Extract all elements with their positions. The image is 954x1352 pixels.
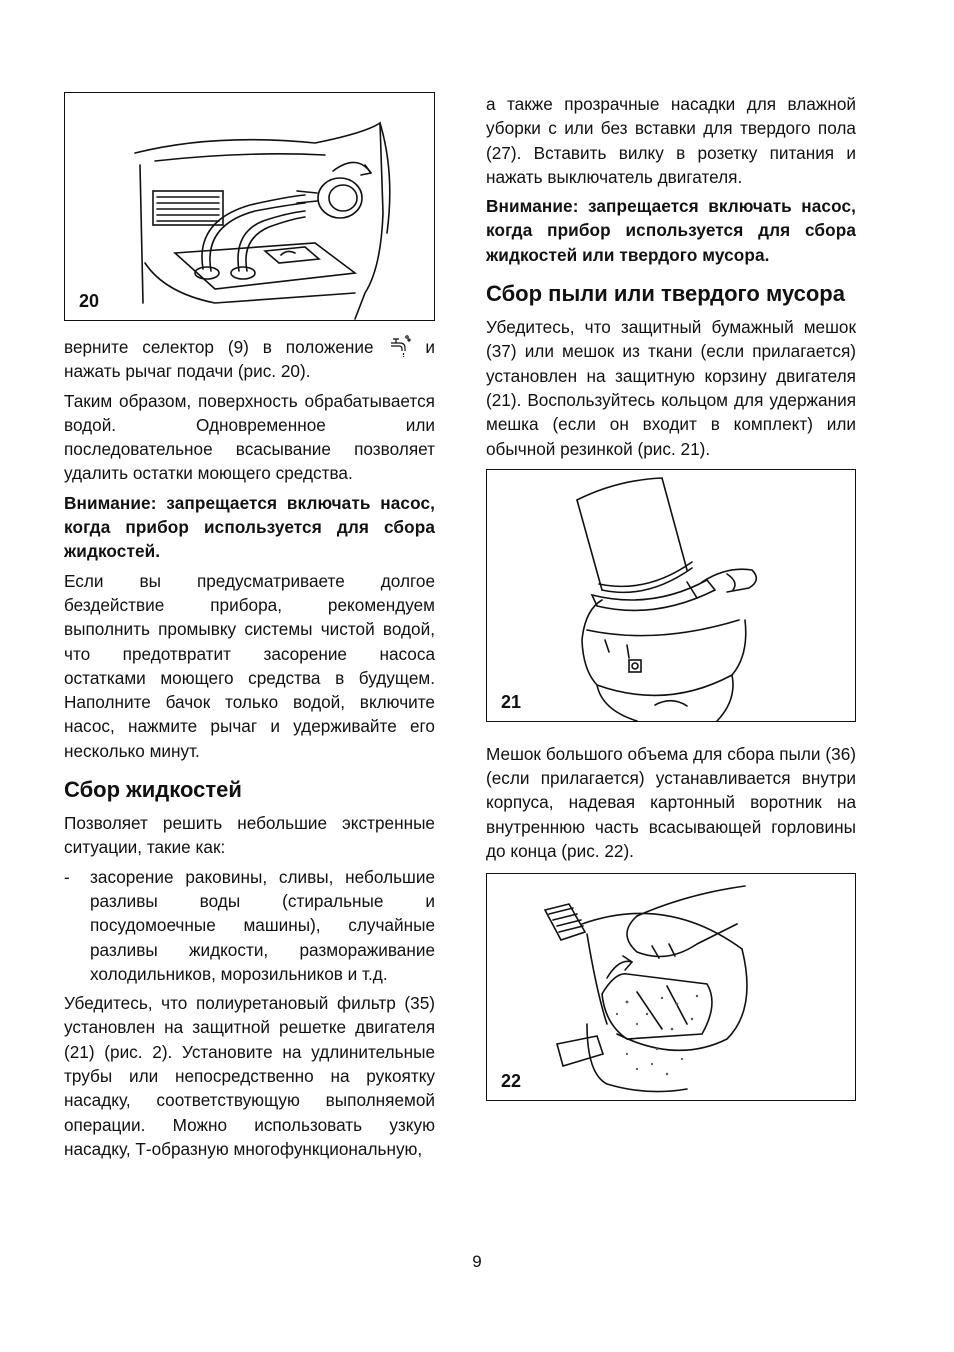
large-bag-insertion-illustration — [487, 874, 855, 1100]
paragraph: Если вы предусматриваете долгое бездействие прибора, рекомендуем выполнить промывку системы чистой водой, что предотвратит засорение насоса остатками моющего средства в будущем. Наполните бачок только водой, включите насос, нажмите рычаг и удерживайте его несколько минут. — [64, 570, 435, 761]
paragraph: Убедитесь, что полиуретановый фильтр (35) установлен на защитной решетке двигателя (21) (рис. 2). Установите на удлинительные трубы или непосредственно на рукоятку насадку, соответствующую выполняемой операции. Можно использовать узкую насадку, Т-образную многофункциональную, — [64, 993, 435, 1159]
right-column — [486, 92, 856, 1101]
figure-22 — [486, 873, 856, 1101]
figure-21 — [486, 469, 856, 722]
left-column — [64, 92, 435, 1166]
figure-20 — [64, 92, 435, 321]
paragraph: Таким образом, поверхность обрабатывается водой. Одновременное или последовательное всасывание позволяет удалить остатки моющего средства. — [64, 390, 435, 484]
figure-number: 21 — [501, 691, 522, 712]
figure-number: 22 — [501, 1071, 522, 1092]
paragraph: Мешок большого объема для сбора пыли (36) (если прилагается) устанавливается внутри корпуса, надевая картонный воротник на внутреннюю часть всасывающей горловины до конца (рис. 22). — [486, 743, 856, 862]
page-number: 9 — [472, 1252, 482, 1271]
warning-text: Внимание: запрещается включать насос, когда прибор используется для сбора жидкостей. — [64, 492, 435, 562]
figure-number: 20 — [79, 291, 100, 311]
paragraph-text: и нажать рычаг подачи (рис. 20). — [64, 337, 435, 382]
paragraph-text: верните селектор (9) в положение — [64, 337, 388, 357]
water-tap-icon — [387, 333, 411, 357]
vacuum-pump-lever-illustration — [65, 93, 434, 320]
bullet-list — [64, 865, 435, 986]
warning-text: Внимание: запрещается включать насос, когда прибор используется для сбора жидкостей или твердого мусора. — [486, 196, 856, 265]
paragraph — [64, 333, 435, 384]
paragraph: а также прозрачные насадки для влажной уборки с или без вставки для твердого пола (27). Вставить вилку в розетку питания и нажать выключатель двигателя. — [486, 94, 856, 187]
paragraph: Убедитесь, что защитный бумажный мешок (37) или мешок из ткани (если прилагается) установлен на защитную корзину двигателя (21). Воспользуйтесь кольцом для удержания мешка (если он входит в комплект) или обычной резинкой (рис. 21). — [486, 317, 856, 459]
list-item: - засорение раковины, сливы, небольшие разливы воды (стиральные и посудомоечные машины), случайные разливы жидкости, размораживание холодильников, морозильников и т.д. — [64, 865, 435, 986]
section-heading: Сбор пыли или твердого мусора — [486, 281, 845, 307]
section-heading: Сбор жидкостей — [64, 777, 242, 803]
bag-on-motor-basket-illustration — [487, 470, 855, 721]
paragraph: Позволяет решить небольшие экстренные ситуации, такие как: — [64, 813, 435, 858]
